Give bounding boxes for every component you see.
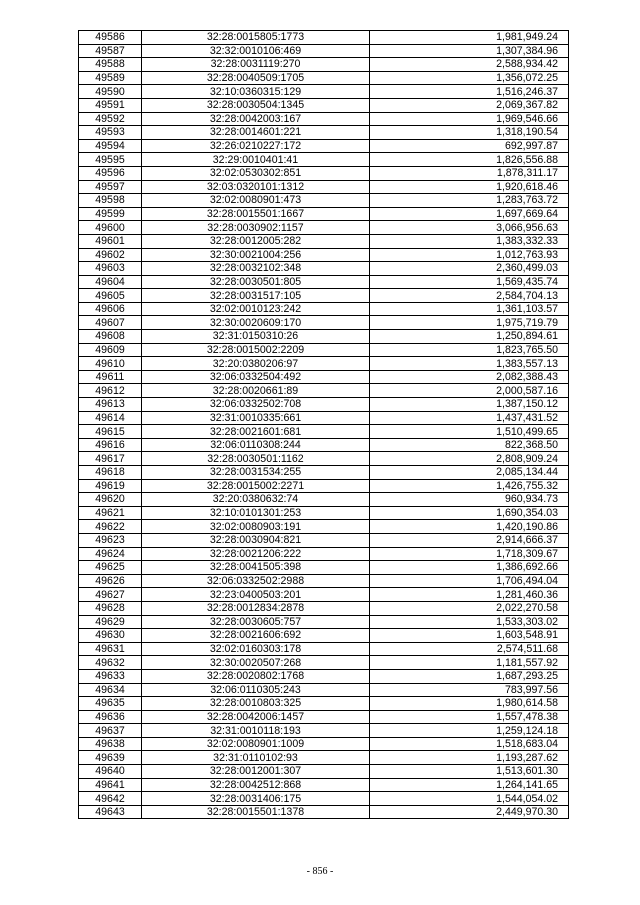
table-row bbox=[79, 180, 569, 194]
table-row bbox=[79, 289, 569, 303]
cadastral-number-cell: 32:10:0101301:253 bbox=[142, 506, 370, 520]
cadastral-number-cell: 32:31:0110102:93 bbox=[142, 751, 370, 765]
cadastral-number-cell: 32:30:0021004:256 bbox=[142, 248, 370, 262]
table-row bbox=[79, 683, 569, 697]
value-cell: 1,920,618.46 bbox=[370, 180, 569, 194]
value-cell: 1,533,303.02 bbox=[370, 615, 569, 629]
cadastral-number-cell: 32:28:0010803:325 bbox=[142, 697, 370, 711]
cadastral-number-cell: 32:28:0040509:1705 bbox=[142, 71, 370, 85]
row-number-cell: 49613 bbox=[79, 398, 142, 412]
row-number-cell: 49630 bbox=[79, 629, 142, 643]
value-cell: 1,510,499.65 bbox=[370, 425, 569, 439]
table-row bbox=[79, 629, 569, 643]
cadastral-number-cell: 32:28:0042006:1457 bbox=[142, 710, 370, 724]
cadastral-number-cell: 32:06:0110308:244 bbox=[142, 438, 370, 452]
row-number-cell: 49636 bbox=[79, 710, 142, 724]
value-cell: 1,283,763.72 bbox=[370, 194, 569, 208]
row-number-cell: 49618 bbox=[79, 466, 142, 480]
table-row bbox=[79, 357, 569, 371]
value-cell: 1,981,949.24 bbox=[370, 31, 569, 45]
cadastral-number-cell: 32:03:0320101:1312 bbox=[142, 180, 370, 194]
table-row bbox=[79, 31, 569, 45]
row-number-cell: 49591 bbox=[79, 98, 142, 112]
table-row bbox=[79, 493, 569, 507]
cadastral-number-cell: 32:28:0030605:757 bbox=[142, 615, 370, 629]
row-number-cell: 49628 bbox=[79, 601, 142, 615]
table-row bbox=[79, 343, 569, 357]
row-number-cell: 49607 bbox=[79, 316, 142, 330]
table-row bbox=[79, 547, 569, 561]
table-row bbox=[79, 44, 569, 58]
table-row bbox=[79, 574, 569, 588]
value-cell: 783,997.56 bbox=[370, 683, 569, 697]
cadastral-number-cell: 32:28:0020661:89 bbox=[142, 384, 370, 398]
table-row bbox=[79, 669, 569, 683]
cadastral-number-cell: 32:23:0400503:201 bbox=[142, 588, 370, 602]
value-cell: 1,544,054.02 bbox=[370, 792, 569, 806]
row-number-cell: 49594 bbox=[79, 139, 142, 153]
value-cell: 1,706,494.04 bbox=[370, 574, 569, 588]
table-row bbox=[79, 588, 569, 602]
cadastral-number-cell: 32:26:0210227:172 bbox=[142, 139, 370, 153]
value-cell: 1,281,460.36 bbox=[370, 588, 569, 602]
value-cell: 1,181,557.92 bbox=[370, 656, 569, 670]
cadastral-number-cell: 32:20:0380632:74 bbox=[142, 493, 370, 507]
table-row bbox=[79, 425, 569, 439]
cadastral-number-cell: 32:28:0031517:105 bbox=[142, 289, 370, 303]
row-number-cell: 49596 bbox=[79, 166, 142, 180]
table-row bbox=[79, 194, 569, 208]
cadastral-value-table bbox=[78, 30, 569, 819]
value-cell: 1,823,765.50 bbox=[370, 343, 569, 357]
row-number-cell: 49604 bbox=[79, 275, 142, 289]
value-cell: 2,584,704.13 bbox=[370, 289, 569, 303]
table-row bbox=[79, 561, 569, 575]
table-row bbox=[79, 656, 569, 670]
table-row bbox=[79, 234, 569, 248]
table-row bbox=[79, 71, 569, 85]
value-cell: 1,516,246.37 bbox=[370, 85, 569, 99]
table-row bbox=[79, 384, 569, 398]
table-row bbox=[79, 466, 569, 480]
row-number-cell: 49612 bbox=[79, 384, 142, 398]
value-cell: 822,368.50 bbox=[370, 438, 569, 452]
row-number-cell: 49627 bbox=[79, 588, 142, 602]
cadastral-number-cell: 32:30:0020507:268 bbox=[142, 656, 370, 670]
table-row bbox=[79, 615, 569, 629]
value-cell: 1,690,354.03 bbox=[370, 506, 569, 520]
row-number-cell: 49592 bbox=[79, 112, 142, 126]
cadastral-number-cell: 32:28:0021601:681 bbox=[142, 425, 370, 439]
table-row bbox=[79, 98, 569, 112]
cadastral-number-cell: 32:28:0021606:692 bbox=[142, 629, 370, 643]
table-row bbox=[79, 778, 569, 792]
page-number: - 856 - bbox=[306, 866, 334, 877]
cadastral-number-cell: 32:28:0012005:282 bbox=[142, 234, 370, 248]
row-number-cell: 49619 bbox=[79, 479, 142, 493]
value-cell: 2,082,388.43 bbox=[370, 370, 569, 384]
row-number-cell: 49597 bbox=[79, 180, 142, 194]
table-row bbox=[79, 126, 569, 140]
table-row bbox=[79, 765, 569, 779]
cadastral-number-cell: 32:32:0010106:469 bbox=[142, 44, 370, 58]
table-row bbox=[79, 751, 569, 765]
value-cell: 1,361,103.57 bbox=[370, 302, 569, 316]
cadastral-number-cell: 32:28:0030904:821 bbox=[142, 533, 370, 547]
row-number-cell: 49634 bbox=[79, 683, 142, 697]
row-number-cell: 49624 bbox=[79, 547, 142, 561]
table-row bbox=[79, 153, 569, 167]
table-row bbox=[79, 533, 569, 547]
value-cell: 2,808,909.24 bbox=[370, 452, 569, 466]
value-cell: 1,387,150.12 bbox=[370, 398, 569, 412]
row-number-cell: 49595 bbox=[79, 153, 142, 167]
cadastral-number-cell: 32:02:0080901:1009 bbox=[142, 737, 370, 751]
row-number-cell: 49640 bbox=[79, 765, 142, 779]
cadastral-number-cell: 32:06:0332502:708 bbox=[142, 398, 370, 412]
cadastral-number-cell: 32:28:0031119:270 bbox=[142, 58, 370, 72]
cadastral-number-cell: 32:28:0030504:1345 bbox=[142, 98, 370, 112]
table-row bbox=[79, 302, 569, 316]
cadastral-number-cell: 32:10:0360315:129 bbox=[142, 85, 370, 99]
value-cell: 2,914,666.37 bbox=[370, 533, 569, 547]
table-row bbox=[79, 316, 569, 330]
row-number-cell: 49593 bbox=[79, 126, 142, 140]
row-number-cell: 49615 bbox=[79, 425, 142, 439]
row-number-cell: 49587 bbox=[79, 44, 142, 58]
value-cell: 1,975,719.79 bbox=[370, 316, 569, 330]
value-cell: 1,969,546.66 bbox=[370, 112, 569, 126]
value-cell: 1,264,141.65 bbox=[370, 778, 569, 792]
value-cell: 1,250,894.61 bbox=[370, 330, 569, 344]
cadastral-number-cell: 32:28:0021206:222 bbox=[142, 547, 370, 561]
cadastral-number-cell: 32:30:0020609:170 bbox=[142, 316, 370, 330]
cadastral-number-cell: 32:06:0332502:2988 bbox=[142, 574, 370, 588]
table-row bbox=[79, 805, 569, 819]
cadastral-number-cell: 32:20:0380206:97 bbox=[142, 357, 370, 371]
table-row bbox=[79, 710, 569, 724]
value-cell: 1,259,124.18 bbox=[370, 724, 569, 738]
row-number-cell: 49606 bbox=[79, 302, 142, 316]
value-cell: 3,066,956.63 bbox=[370, 221, 569, 235]
row-number-cell: 49599 bbox=[79, 207, 142, 221]
cadastral-number-cell: 32:28:0015805:1773 bbox=[142, 31, 370, 45]
row-number-cell: 49614 bbox=[79, 411, 142, 425]
row-number-cell: 49631 bbox=[79, 642, 142, 656]
value-cell: 692,997.87 bbox=[370, 139, 569, 153]
cadastral-number-cell: 32:31:0010335:661 bbox=[142, 411, 370, 425]
value-cell: 1,826,556.88 bbox=[370, 153, 569, 167]
cadastral-number-cell: 32:31:0150310:26 bbox=[142, 330, 370, 344]
cadastral-number-cell: 32:28:0015501:1667 bbox=[142, 207, 370, 221]
row-number-cell: 49608 bbox=[79, 330, 142, 344]
table-row bbox=[79, 479, 569, 493]
table-row bbox=[79, 724, 569, 738]
row-number-cell: 49639 bbox=[79, 751, 142, 765]
value-cell: 2,085,134.44 bbox=[370, 466, 569, 480]
table-row bbox=[79, 697, 569, 711]
row-number-cell: 49589 bbox=[79, 71, 142, 85]
value-cell: 1,012,763.93 bbox=[370, 248, 569, 262]
row-number-cell: 49588 bbox=[79, 58, 142, 72]
table-row bbox=[79, 330, 569, 344]
value-cell: 1,513,601.30 bbox=[370, 765, 569, 779]
cadastral-number-cell: 32:29:0010401:41 bbox=[142, 153, 370, 167]
cadastral-number-cell: 32:02:0160303:178 bbox=[142, 642, 370, 656]
table-row bbox=[79, 411, 569, 425]
row-number-cell: 49605 bbox=[79, 289, 142, 303]
row-number-cell: 49603 bbox=[79, 262, 142, 276]
value-cell: 2,360,499.03 bbox=[370, 262, 569, 276]
cadastral-number-cell: 32:31:0010118:193 bbox=[142, 724, 370, 738]
value-cell: 2,022,270.58 bbox=[370, 601, 569, 615]
table-row bbox=[79, 207, 569, 221]
cadastral-number-cell: 32:28:0031534:255 bbox=[142, 466, 370, 480]
table-row bbox=[79, 520, 569, 534]
row-number-cell: 49609 bbox=[79, 343, 142, 357]
row-number-cell: 49598 bbox=[79, 194, 142, 208]
table-row bbox=[79, 166, 569, 180]
cadastral-number-cell: 32:06:0332504:492 bbox=[142, 370, 370, 384]
cadastral-number-cell: 32:28:0042003:167 bbox=[142, 112, 370, 126]
cadastral-number-cell: 32:02:0010123:242 bbox=[142, 302, 370, 316]
value-cell: 2,000,587.16 bbox=[370, 384, 569, 398]
row-number-cell: 49633 bbox=[79, 669, 142, 683]
value-cell: 1,307,384.96 bbox=[370, 44, 569, 58]
table-row bbox=[79, 438, 569, 452]
cadastral-number-cell: 32:02:0080901:473 bbox=[142, 194, 370, 208]
row-number-cell: 49642 bbox=[79, 792, 142, 806]
value-cell: 1,437,431.52 bbox=[370, 411, 569, 425]
cadastral-number-cell: 32:28:0015501:1378 bbox=[142, 805, 370, 819]
value-cell: 2,588,934.42 bbox=[370, 58, 569, 72]
row-number-cell: 49641 bbox=[79, 778, 142, 792]
value-cell: 1,386,692.66 bbox=[370, 561, 569, 575]
row-number-cell: 49638 bbox=[79, 737, 142, 751]
row-number-cell: 49590 bbox=[79, 85, 142, 99]
value-cell: 1,603,548.91 bbox=[370, 629, 569, 643]
table-body bbox=[79, 31, 569, 819]
table-row bbox=[79, 506, 569, 520]
cadastral-number-cell: 32:28:0014601:221 bbox=[142, 126, 370, 140]
table-row bbox=[79, 452, 569, 466]
row-number-cell: 49626 bbox=[79, 574, 142, 588]
cadastral-number-cell: 32:28:0041505:398 bbox=[142, 561, 370, 575]
cadastral-number-cell: 32:28:0012834:2878 bbox=[142, 601, 370, 615]
value-cell: 1,426,755.32 bbox=[370, 479, 569, 493]
row-number-cell: 49602 bbox=[79, 248, 142, 262]
row-number-cell: 49625 bbox=[79, 561, 142, 575]
row-number-cell: 49623 bbox=[79, 533, 142, 547]
table-row bbox=[79, 642, 569, 656]
table-row bbox=[79, 85, 569, 99]
value-cell: 1,318,190.54 bbox=[370, 126, 569, 140]
value-cell: 1,718,309.67 bbox=[370, 547, 569, 561]
value-cell: 1,687,293.25 bbox=[370, 669, 569, 683]
cadastral-number-cell: 32:06:0110305:243 bbox=[142, 683, 370, 697]
row-number-cell: 49629 bbox=[79, 615, 142, 629]
cadastral-number-cell: 32:28:0012001:307 bbox=[142, 765, 370, 779]
value-cell: 1,356,072.25 bbox=[370, 71, 569, 85]
value-cell: 1,193,287.62 bbox=[370, 751, 569, 765]
table-row bbox=[79, 601, 569, 615]
table-row bbox=[79, 139, 569, 153]
row-number-cell: 49622 bbox=[79, 520, 142, 534]
row-number-cell: 49611 bbox=[79, 370, 142, 384]
row-number-cell: 49617 bbox=[79, 452, 142, 466]
value-cell: 1,878,311.17 bbox=[370, 166, 569, 180]
value-cell: 1,980,614.58 bbox=[370, 697, 569, 711]
value-cell: 1,383,557.13 bbox=[370, 357, 569, 371]
cadastral-number-cell: 32:28:0032102:348 bbox=[142, 262, 370, 276]
value-cell: 2,574,511.68 bbox=[370, 642, 569, 656]
cadastral-number-cell: 32:28:0015002:2271 bbox=[142, 479, 370, 493]
value-cell: 2,449,970.30 bbox=[370, 805, 569, 819]
row-number-cell: 49632 bbox=[79, 656, 142, 670]
table-row bbox=[79, 275, 569, 289]
value-cell: 2,069,367.82 bbox=[370, 98, 569, 112]
value-cell: 1,420,190.86 bbox=[370, 520, 569, 534]
value-cell: 1,569,435.74 bbox=[370, 275, 569, 289]
row-number-cell: 49643 bbox=[79, 805, 142, 819]
cadastral-number-cell: 32:02:0530302:851 bbox=[142, 166, 370, 180]
table-row bbox=[79, 792, 569, 806]
row-number-cell: 49616 bbox=[79, 438, 142, 452]
value-cell: 1,697,669.64 bbox=[370, 207, 569, 221]
row-number-cell: 49601 bbox=[79, 234, 142, 248]
row-number-cell: 49621 bbox=[79, 506, 142, 520]
table-row bbox=[79, 737, 569, 751]
value-cell: 960,934.73 bbox=[370, 493, 569, 507]
cadastral-number-cell: 32:28:0030902:1157 bbox=[142, 221, 370, 235]
table-row bbox=[79, 112, 569, 126]
table-row bbox=[79, 262, 569, 276]
table-row bbox=[79, 370, 569, 384]
value-cell: 1,518,683.04 bbox=[370, 737, 569, 751]
row-number-cell: 49610 bbox=[79, 357, 142, 371]
table-row bbox=[79, 398, 569, 412]
table-row bbox=[79, 221, 569, 235]
cadastral-number-cell: 32:28:0030501:805 bbox=[142, 275, 370, 289]
table-row bbox=[79, 58, 569, 72]
cadastral-number-cell: 32:28:0015002:2209 bbox=[142, 343, 370, 357]
row-number-cell: 49600 bbox=[79, 221, 142, 235]
cadastral-number-cell: 32:28:0030501:1162 bbox=[142, 452, 370, 466]
cadastral-number-cell: 32:28:0042512:868 bbox=[142, 778, 370, 792]
cadastral-number-cell: 32:28:0031406:175 bbox=[142, 792, 370, 806]
cadastral-number-cell: 32:02:0080903:191 bbox=[142, 520, 370, 534]
value-cell: 1,557,478.38 bbox=[370, 710, 569, 724]
row-number-cell: 49637 bbox=[79, 724, 142, 738]
value-cell: 1,383,332.33 bbox=[370, 234, 569, 248]
row-number-cell: 49620 bbox=[79, 493, 142, 507]
row-number-cell: 49635 bbox=[79, 697, 142, 711]
cadastral-number-cell: 32:28:0020802:1768 bbox=[142, 669, 370, 683]
row-number-cell: 49586 bbox=[79, 31, 142, 45]
table-row bbox=[79, 248, 569, 262]
